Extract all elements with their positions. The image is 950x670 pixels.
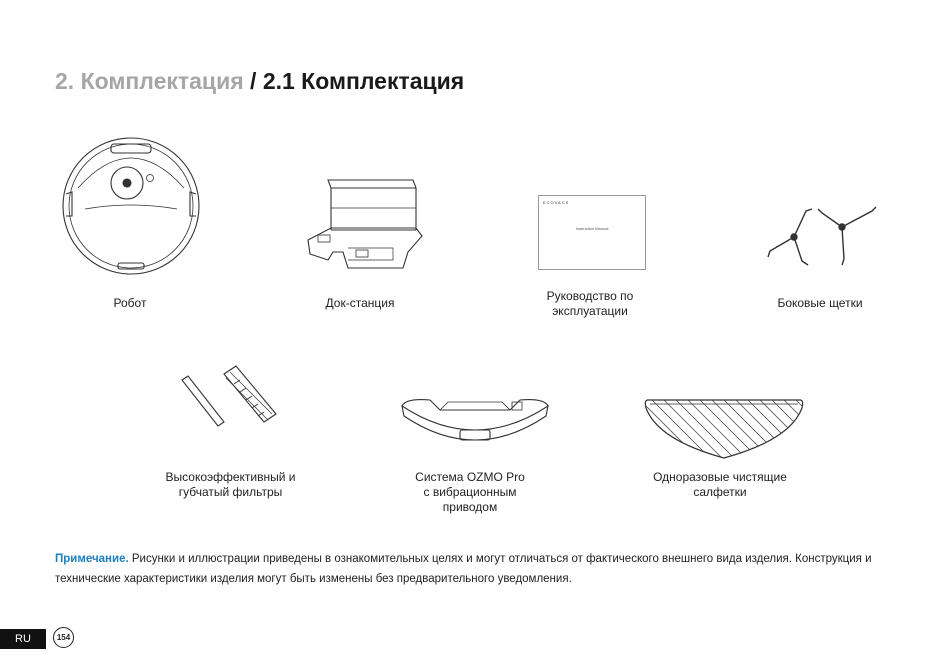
label-ozmo-line-3: приводом xyxy=(442,500,498,514)
title-separator: / xyxy=(243,68,263,94)
language-tab: RU xyxy=(0,629,46,649)
label-filters xyxy=(148,470,313,500)
section-title: 2. Комплектация xyxy=(55,68,244,94)
robot-illustration xyxy=(58,136,204,276)
label-manual-line-1: Руководство по xyxy=(546,289,634,303)
filters-illustration xyxy=(178,362,278,436)
page-number: 154 xyxy=(53,627,74,648)
page-title xyxy=(55,68,464,95)
manual-title: Instruction Manual xyxy=(575,226,609,231)
label-pads-line-2: салфетки xyxy=(693,485,747,499)
label-pads-line-1: Одноразовые чистящие xyxy=(653,470,787,484)
label-manual-line-2: эксплуатации xyxy=(552,304,628,318)
note-label: Примечание. xyxy=(55,553,129,565)
side-brushes-illustration xyxy=(766,205,878,267)
label-ozmo-line-1: Система OZMO Pro xyxy=(415,470,525,484)
label-dock-station: Док-станция xyxy=(325,296,395,310)
ozmo-pro-illustration xyxy=(400,392,550,456)
label-ozmo-pro xyxy=(395,470,545,515)
label-disposable-pads xyxy=(640,470,800,500)
disposable-pads-illustration xyxy=(642,390,806,464)
manual-brand: ECOVACS xyxy=(543,200,570,205)
label-side-brushes: Боковые щетки xyxy=(777,296,863,310)
label-ozmo-line-2: с вибрационным xyxy=(423,485,517,499)
note-text: Рисунки и иллюстрации приведены в ознакомительных целях и могут отличаться от фактического внешнего вида изделия. Конструкция и технические характеристики изделия могут быть изменены без предварительного уведомления. xyxy=(55,553,872,585)
label-filters-line-2: губчатый фильтры xyxy=(178,485,283,499)
subsection-title: 2.1 Комплектация xyxy=(262,68,465,94)
label-robot: Робот xyxy=(113,296,147,310)
label-filters-line-1: Высокоэффективный и xyxy=(165,470,296,484)
note-paragraph xyxy=(55,549,915,589)
dock-station-illustration xyxy=(298,170,428,276)
instruction-manual-illustration xyxy=(538,195,646,270)
label-instruction-manual xyxy=(530,289,650,319)
